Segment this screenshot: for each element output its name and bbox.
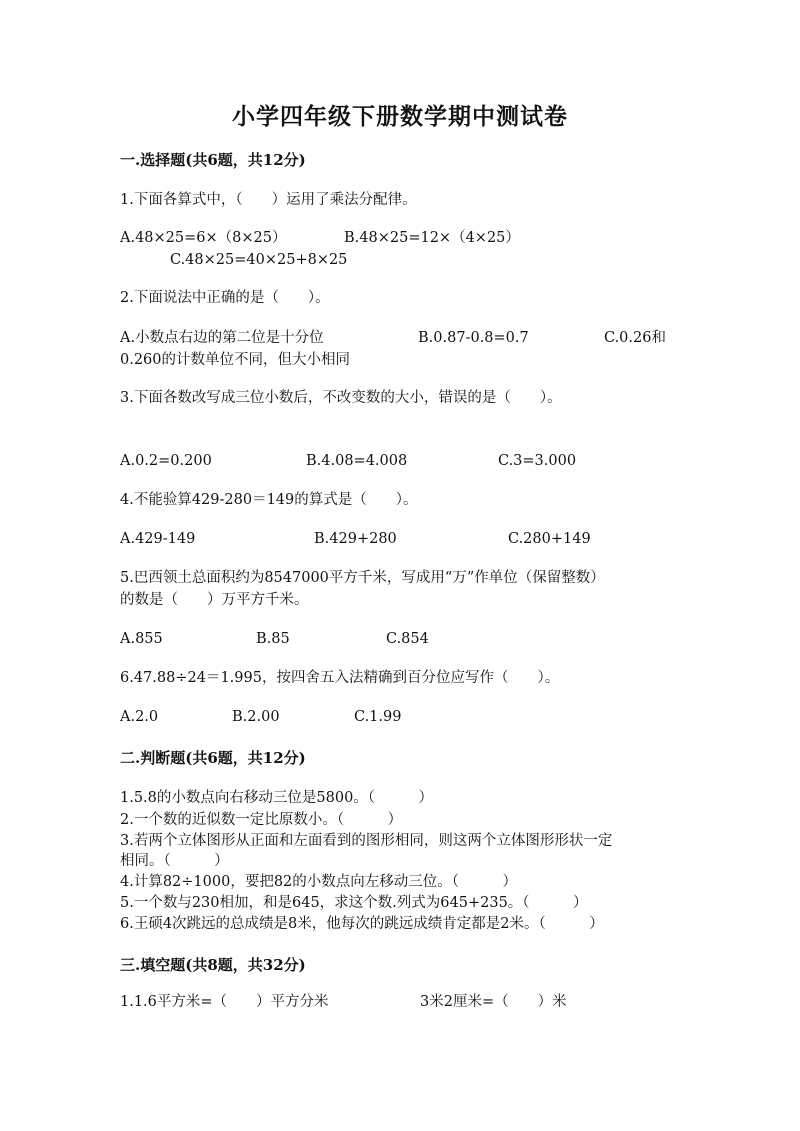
option-b: B.2.00 [232,709,280,725]
question-stem: 5.巴西领土总面积约为8547000平方千米，写成用“万”作单位（保留整数） [120,570,605,586]
option-a: A.429-149 [120,531,196,547]
fill-item: 3米2厘米=（ ）米 [420,994,567,1010]
option-a: A.48×25=6×（8×25） [120,230,287,246]
option-b: B.0.87-0.8=0.7 [418,330,529,346]
option-b: B.4.08=4.008 [306,453,408,469]
judgement-item: 2.一个数的近似数一定比原数小。（ ） [120,812,403,828]
option-a: A.855 [120,631,163,647]
judgement-item: 1.5.8的小数点向右移动三位是5800。（ ） [120,790,434,806]
judgement-item: 5.一个数与230相加，和是645，求这个数.列式为645+235。（ ） [120,895,588,911]
fill-item: 1.1.6平方米=（ ）平方分米 [120,994,329,1010]
question-stem: 6.47.88÷24＝1.995，按四舍五入法精确到百分位应写作（ ）。 [120,670,560,686]
question-stem-line2: 的数是（ ）万平方千米。 [120,592,309,608]
judgement-item: 3.若两个立体图形从正面和左面看到的图形相同，则这两个立体图形形状一定 [120,833,613,849]
question-stem: 2.下面说法中正确的是（ ）。 [120,290,330,306]
judgement-item: 6.王硕4次跳远的总成绩是8米，他每次的跳远成绩肯定都是2米。（ ） [120,916,604,932]
option-a: A.2.0 [120,709,159,725]
question-stem: 4.不能验算429-280＝149的算式是（ ）。 [120,492,418,508]
option-b: B.48×25=12×（4×25） [344,230,520,246]
option-c: C.0.26和 [604,330,666,346]
option-c: C.1.99 [354,709,402,725]
option-c: C.280+149 [508,531,591,547]
option-c: C.854 [386,631,429,647]
section-header-judgement: 二.判断题(共6题，共12分) [120,749,306,767]
section-header-choice: 一.选择题(共6题，共12分) [120,151,306,169]
option-b: B.429+280 [314,531,397,547]
option-a: A.0.2=0.200 [120,453,212,469]
page-title: 小学四年级下册数学期中测试卷 [232,103,568,130]
option-a: A.小数点右边的第二位是十分位 [120,330,324,346]
judgement-item: 4.计算82÷1000，要把82的小数点向左移动三位。（ ） [120,874,518,890]
question-stem: 1.下面各算式中，（ ）运用了乘法分配律。 [120,192,417,208]
option-c: C.48×25=40×25+8×25 [170,252,348,268]
option-c: C.3=3.000 [498,453,577,469]
question-stem: 3.下面各数改写成三位小数后，不改变数的大小，错误的是（ ）。 [120,390,562,406]
section-header-fill: 三.填空题(共8题，共32分) [120,956,306,974]
judgement-item-continuation: 相同。（ ） [120,853,229,869]
option-b: B.85 [256,631,290,647]
option-continuation: 0.260的计数单位不同，但大小相同 [120,352,351,368]
